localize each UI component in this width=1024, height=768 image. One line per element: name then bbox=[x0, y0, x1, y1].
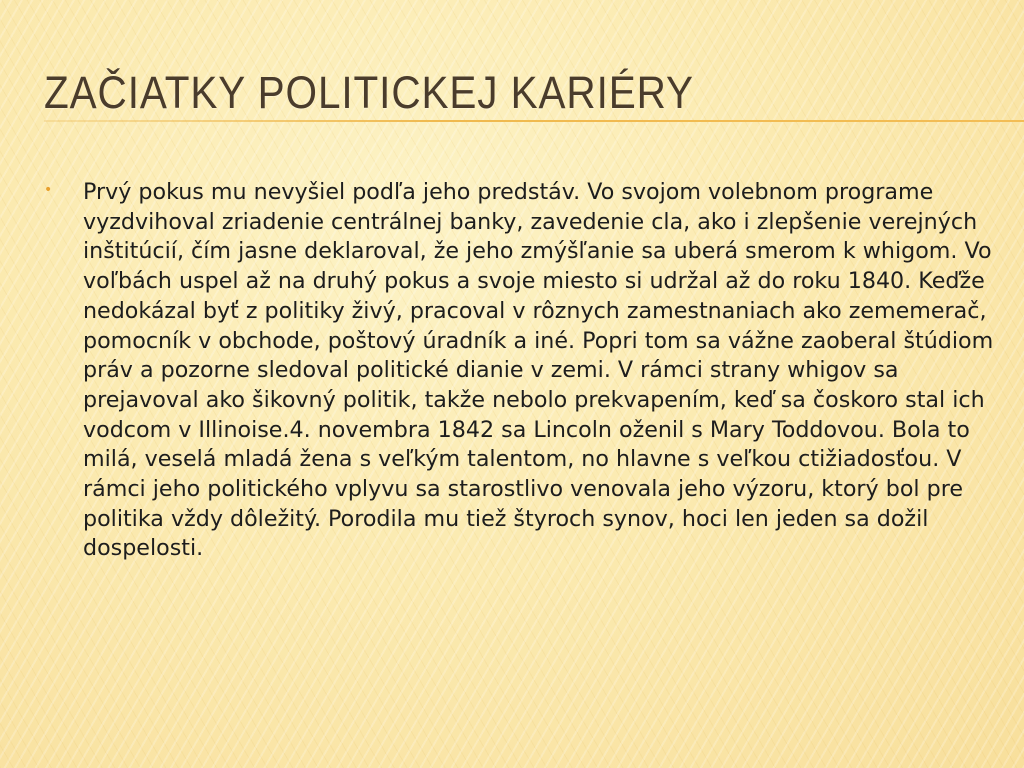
title-underline bbox=[44, 120, 1024, 122]
bullet-item bbox=[44, 178, 1004, 564]
bullet-text: Prvý pokus mu nevyšiel podľa jeho predstáv. Vo svojom volebnom programe vyzdvihoval zriadenie centrálnej banky, zavedenie cla, ako i zlepšenie verejných inštitúcií, čím jasne deklaroval, že jeho zmýšľanie sa uberá smerom k whigom. Vo voľbách uspel až na druhý pokus a svoje miesto si udržal až do roku 1840. Keďže nedokázal byť z politiky živý, pracoval v rôznych zamestnaniach ako zememerač, pomocník v obchode, poštový úradník a iné. Popri tom sa vážne zaoberal štúdiom práv a pozorne sledoval politické dianie v zemi. V rámci strany whigov sa prejavoval ako šikovný politik, takže nebolo prekvapením, keď sa čoskoro stal ich vodcom v Illinoise.4. novembra 1842 sa Lincoln oženil s Mary Toddovou. Bola to milá, veselá mladá žena s veľkým talentom, no hlavne s veľkou ctižiadosťou. V rámci jeho politického vplyvu sa starostlivo venovala jeho výzoru, ktorý bol pre politika vždy dôležitý. Porodila mu tiež štyroch synov, hoci len jeden sa dožil dospelosti. bbox=[83, 179, 994, 562]
bullet-marker: • bbox=[44, 182, 53, 198]
slide-title: ZAČIATKY POLITICKEJ KARIÉRY bbox=[44, 67, 694, 118]
bullet-list bbox=[44, 178, 1004, 564]
